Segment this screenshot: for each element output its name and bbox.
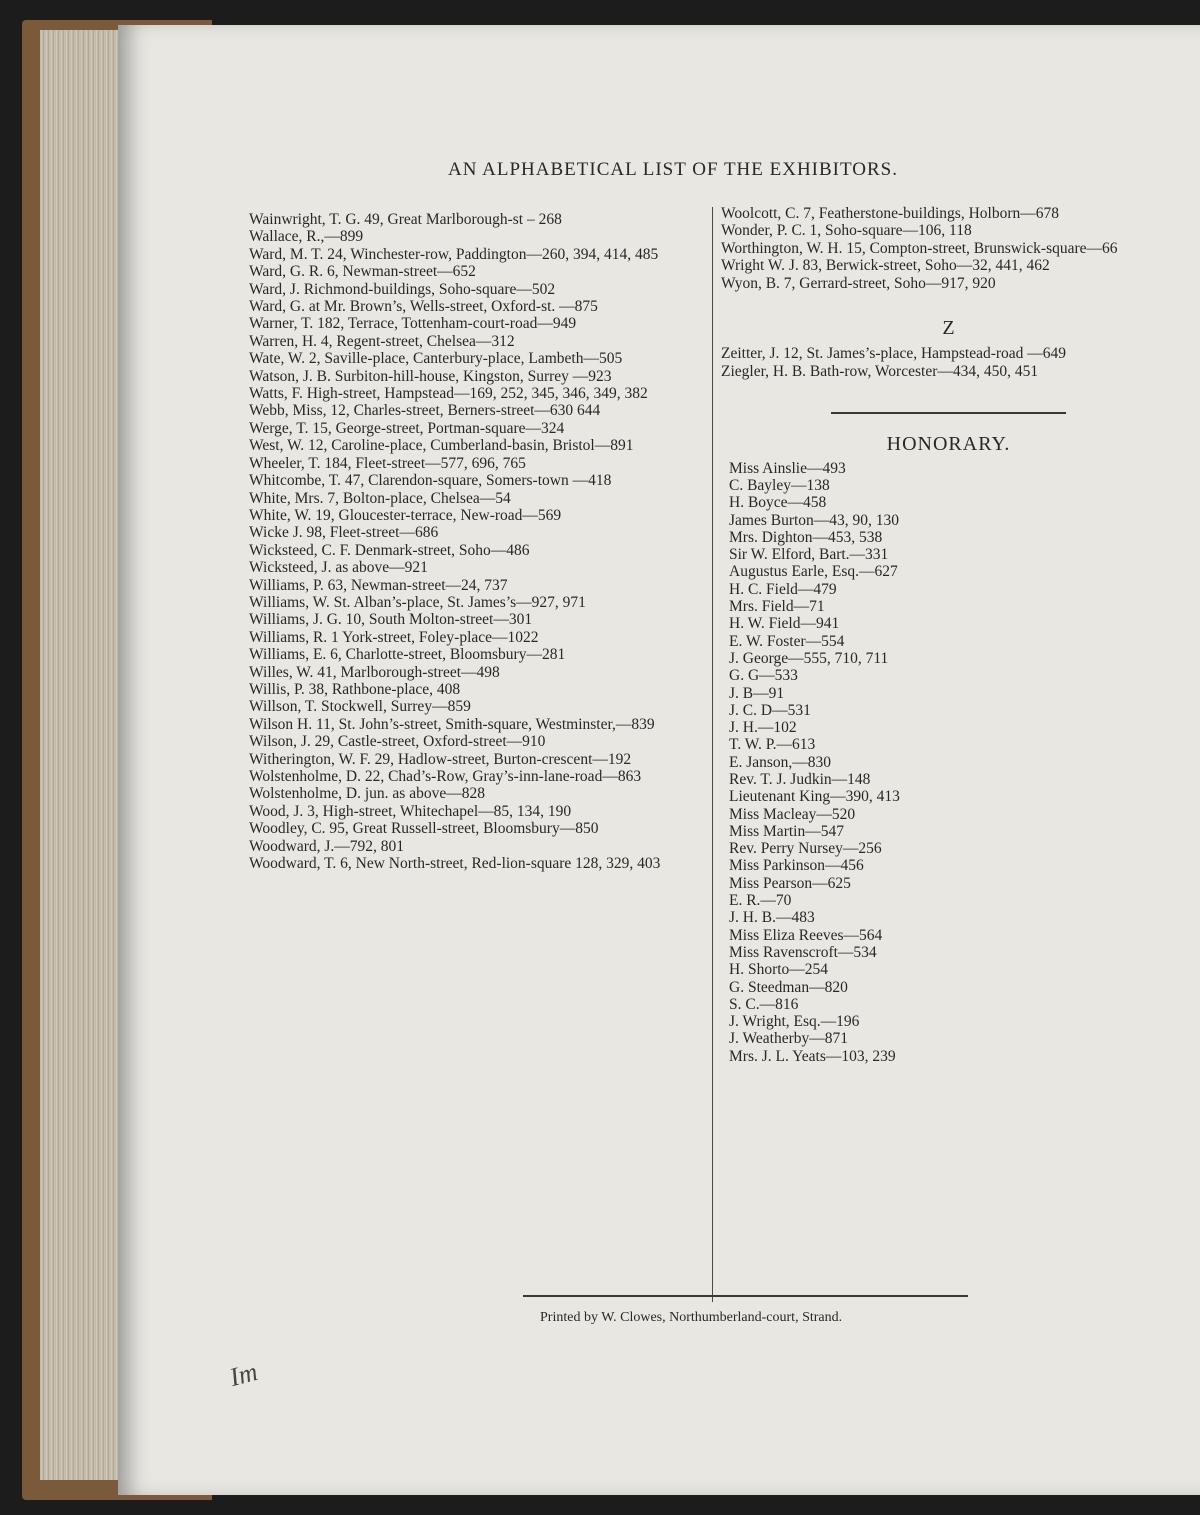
list-item: Miss Parkinson—456 [729,857,864,875]
list-item: S. C.—816 [729,995,799,1013]
list-item: Miss Macleay—520 [729,805,856,823]
list-item: Watts, F. High-street, Hampstead—169, 252, 345, 346, 349, 382 [249,385,648,403]
page-header: AN ALPHABETICAL LIST OF THE EXHIBITORS. [448,159,898,180]
list-item: Mrs. J. L. Yeats—103, 239 [729,1047,896,1065]
list-item: Woodward, J.—792, 801 [249,837,405,855]
list-item: Woolcott, C. 7, Featherstone-buildings, Holborn—678 [721,205,1059,222]
list-item: Miss Ravenscroft—534 [729,943,877,961]
list-item: Miss Martin—547 [729,822,844,840]
list-item: Miss Eliza Reeves—564 [729,926,883,944]
list-item: Williams, W. St. Alban’s-place, St. James’s—927, 971 [249,593,586,611]
list-item: Wood, J. 3, High-street, Whitechapel—85, 134, 190 [249,802,572,820]
list-item: Ward, M. T. 24, Winchester-row, Paddington—260, 394, 414, 485 [249,245,659,263]
list-item: Mrs. Dighton—453, 538 [729,528,883,546]
list-item: Witherington, W. F. 29, Hadlow-street, Burton-crescent—192 [249,750,632,768]
list-item: Wicksteed, C. F. Denmark-street, Soho—486 [249,541,530,559]
list-item: Warren, H. 4, Regent-street, Chelsea—312 [249,332,515,350]
list-item: Augustus Earle, Esq.—627 [729,563,898,581]
book-page [118,25,1200,1495]
list-item: H. W. Field—941 [729,615,840,633]
list-item: E. Janson,—830 [729,753,832,771]
list-item: Wheeler, T. 184, Fleet-street—577, 696, 765 [249,454,526,472]
list-item: Willson, T. Stockwell, Surrey—859 [249,698,471,716]
list-item: Mrs. Field—71 [729,598,825,616]
list-item: J. George—555, 710, 711 [729,649,889,667]
list-item: Webb, Miss, 12, Charles-street, Berners-street—630 644 [249,402,601,420]
list-item: Wilson H. 11, St. John’s-street, Smith-square, Westminster,—839 [249,715,655,733]
bottom-rule [523,1295,968,1297]
list-item: Wate, W. 2, Saville-place, Canterbury-place, Lambeth—505 [249,350,623,368]
list-item: Zeitter, J. 12, St. James’s-place, Hampstead-road —649 [721,345,1067,363]
list-item: Williams, E. 6, Charlotte-street, Bloomsbury—281 [249,646,566,664]
list-item: J. C. D—531 [729,701,811,719]
list-item: J. Wright, Esq.—196 [729,1013,860,1031]
list-item: Wyon, B. 7, Gerrard-street, Soho—917, 920 [721,274,996,292]
list-item: Wicke J. 98, Fleet-street—686 [249,524,439,542]
list-item: Warner, T. 182, Terrace, Tottenham-court-road—949 [249,315,577,333]
list-item: Whitcombe, T. 47, Clarendon-square, Somers-town —418 [249,472,612,490]
section-letter-z: Z [942,317,955,340]
list-item: E. R.—70 [729,892,792,910]
list-item: Miss Pearson—625 [729,874,851,892]
list-item: Ziegler, H. B. Bath-row, Worcester—434, 450, 451 [721,362,1039,380]
list-item: Wicksteed, J. as above—921 [249,559,428,577]
list-item: Werge, T. 15, George-street, Portman-square—324 [249,419,565,437]
list-item: Wonder, P. C. 1, Soho-square—106, 118 [721,222,972,240]
list-item: E. W. Foster—554 [729,632,845,650]
list-item: White, W. 19, Gloucester-terrace, New-road—569 [249,506,562,524]
list-item: Willis, P. 38, Rathbone-place, 408 [249,680,461,698]
list-item: West, W. 12, Caroline-place, Cumberland-basin, Bristol—891 [249,437,634,455]
list-item: Rev. T. J. Judkin—148 [729,771,871,788]
list-item: Wolstenholme, D. 22, Chad’s-Row, Gray’s-inn-lane-road—863 [249,768,642,785]
list-item: H. C. Field—479 [729,580,837,598]
list-item: H. Boyce—458 [729,494,827,512]
list-item: H. Shorto—254 [729,961,829,979]
left-column [249,211,719,872]
list-item: White, Mrs. 7, Bolton-place, Chelsea—54 [249,489,511,507]
list-item: Ward, J. Richmond-buildings, Soho-square—502 [249,280,556,298]
list-item: Miss Ainslie—493 [729,459,846,477]
list-item: Williams, J. G. 10, South Molton-street—301 [249,611,533,629]
list-item: C. Bayley—138 [729,476,830,494]
list-item: Woodward, T. 6, New North-street, Red-lion-square 128, 329, 403 [249,855,661,873]
list-item: Wilson, J. 29, Castle-street, Oxford-street—910 [249,733,546,751]
list-item: Ward, G. at Mr. Brown’s, Wells-street, Oxford-st. —875 [249,298,598,316]
list-item: J. Weatherby—871 [729,1030,848,1048]
pencil-annotation: Im [226,1356,261,1393]
list-item: Watson, J. B. Surbiton-hill-house, Kingston, Surrey —923 [249,367,612,385]
printer-imprint: Printed by W. Clowes, Northumberland-court, Strand. [540,1310,843,1325]
list-item: Sir W. Elford, Bart.—331 [729,546,889,564]
list-item: Ward, G. R. 6, Newman-street—652 [249,263,476,281]
list-item: Worthington, W. H. 15, Compton-street, Brunswick-square—66 [721,239,1118,257]
list-item: G. G—533 [729,667,798,685]
list-item: Willes, W. 41, Marlborough-street—498 [249,663,500,681]
list-item: G. Steedman—820 [729,978,848,996]
list-item: Williams, P. 63, Newman-street—24, 737 [249,576,508,594]
honorary-title: HONORARY. [886,433,1011,456]
list-item: Wolstenholme, D. jun. as above—828 [249,785,485,803]
right-column [721,205,1176,1065]
list-item: Wallace, R.,—899 [249,228,364,246]
list-item: J. B—91 [729,684,785,702]
list-item: Rev. Perry Nursey—256 [729,840,882,858]
list-item: J. H.—102 [729,719,797,737]
list-item: T. W. P.—613 [729,736,816,754]
list-item: J. H. B.—483 [729,909,815,927]
list-item: Lieutenant King—390, 413 [729,788,900,806]
list-item: Wright W. J. 83, Berwick-street, Soho—32, 441, 462 [721,257,1050,275]
list-item: Williams, R. 1 York-street, Foley-place—1022 [249,628,539,646]
section-rule [831,412,1066,414]
list-item: Wainwright, T. G. 49, Great Marlborough-st – 268 [249,211,562,228]
list-item: Woodley, C. 95, Great Russell-street, Bloomsbury—850 [249,820,599,838]
list-item: James Burton—43, 90, 130 [729,511,900,529]
